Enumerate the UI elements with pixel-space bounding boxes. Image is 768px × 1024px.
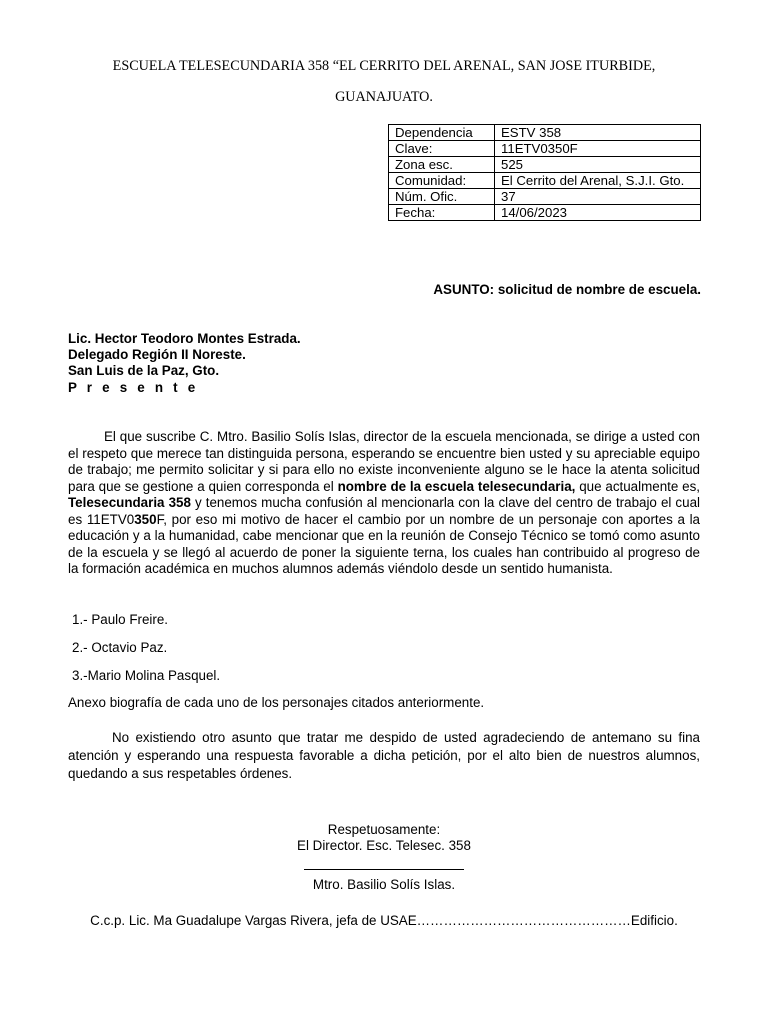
- info-table: [388, 124, 701, 221]
- info-value: 11ETV0350F: [495, 141, 701, 157]
- school-header-line-2: GUANAJUATO.: [335, 89, 433, 105]
- signature-position: El Director. Esc. Telesec. 358: [297, 838, 471, 853]
- body-text: y tenemos mucha confusión al mencionarla con la clave del centro de trabajo el cual es 11ETV0: [68, 495, 700, 527]
- info-row-fecha: [389, 205, 701, 221]
- info-label: Fecha:: [389, 205, 495, 221]
- info-value: 14/06/2023: [495, 205, 701, 221]
- info-row-num-ofic: [389, 189, 701, 205]
- body-bold-text: nombre de la escuela telesecundaria,: [337, 478, 576, 494]
- signature-name: Mtro. Basilio Solís Islas.: [312, 877, 456, 892]
- info-label: Núm. Ofic.: [389, 189, 495, 205]
- list-item: 2.- Octavio Paz.: [72, 640, 168, 655]
- info-label: Dependencia: [389, 125, 495, 141]
- info-label: Comunidad:: [389, 173, 495, 189]
- signature-line: [304, 869, 464, 870]
- signature-respetuosamente: Respetuosamente:: [327, 822, 441, 837]
- recipient-title: Delegado Región II Noreste.: [68, 347, 246, 362]
- info-value: ESTV 358: [495, 125, 701, 141]
- info-row-dependencia: [389, 125, 701, 141]
- ccp-line: C.c.p. Lic. Ma Guadalupe Vargas Rivera, jefa de USAE…………………………………………Edificio.: [90, 913, 678, 928]
- info-label: Clave:: [389, 141, 495, 157]
- body-text: que actualmente es,: [575, 478, 701, 494]
- list-item: 1.- Paulo Freire.: [72, 612, 169, 627]
- closing-paragraph: No existiendo otro asunto que tratar me despido de usted agradeciendo de antemano su fina atención y esperando una respuesta favorable a dicha petición, por el alto bien de nuestros alumnos, quedando a sus respetables órdenes.: [68, 730, 700, 781]
- body-bold-text: 350: [134, 511, 157, 527]
- info-row-comunidad: [389, 173, 701, 189]
- anexo-note: Anexo biografía de cada uno de los personajes citados anteriormente.: [68, 695, 485, 710]
- asunto-line: ASUNTO: solicitud de nombre de escuela.: [433, 282, 701, 297]
- info-value: 525: [495, 157, 701, 173]
- info-row-zona: [389, 157, 701, 173]
- presente: P r e s e n t e: [68, 380, 199, 395]
- recipient-name: Lic. Hector Teodoro Montes Estrada.: [68, 331, 301, 346]
- body-text: El que suscribe C. Mtro. Basilio Solís Islas, director de la escuela mencionada, se dirige a usted con el respeto que merece tan distinguida persona, esperando se encuentre bien usted y su apreciable equipo de trabajo; me permito solicitar y si para ello no existe inconveniente alguno se le hace la atenta solicitud para que se gestione a quien corresponda el: [68, 429, 700, 494]
- info-value: 37: [495, 189, 701, 205]
- list-item: 3.-Mario Molina Pasquel.: [72, 668, 221, 683]
- info-label: Zona esc.: [389, 157, 495, 173]
- recipient-city: San Luis de la Paz, Gto.: [68, 363, 220, 378]
- school-header-line-1: ESCUELA TELESECUNDARIA 358 “EL CERRITO DEL ARENAL, SAN JOSE ITURBIDE,: [112, 58, 656, 74]
- body-text: F, por eso mi motivo de hacer el cambio por un nombre de un personaje con aportes a la educación y a la humanidad, cabe mencionar que en la reunión de Consejo Técnico se tomó como asunto de la escuela y se llegó al acuerdo de poner la siguiente terna, los cuales han contribuido al progreso de la formación académica en muchos alumnos además viéndolo desde un sentido humanista.: [68, 511, 700, 576]
- info-row-clave: [389, 141, 701, 157]
- info-value: El Cerrito del Arenal, S.J.I. Gto.: [495, 173, 701, 189]
- body-bold-text: Telesecundaria 358: [68, 495, 191, 510]
- body-paragraph: [68, 429, 700, 578]
